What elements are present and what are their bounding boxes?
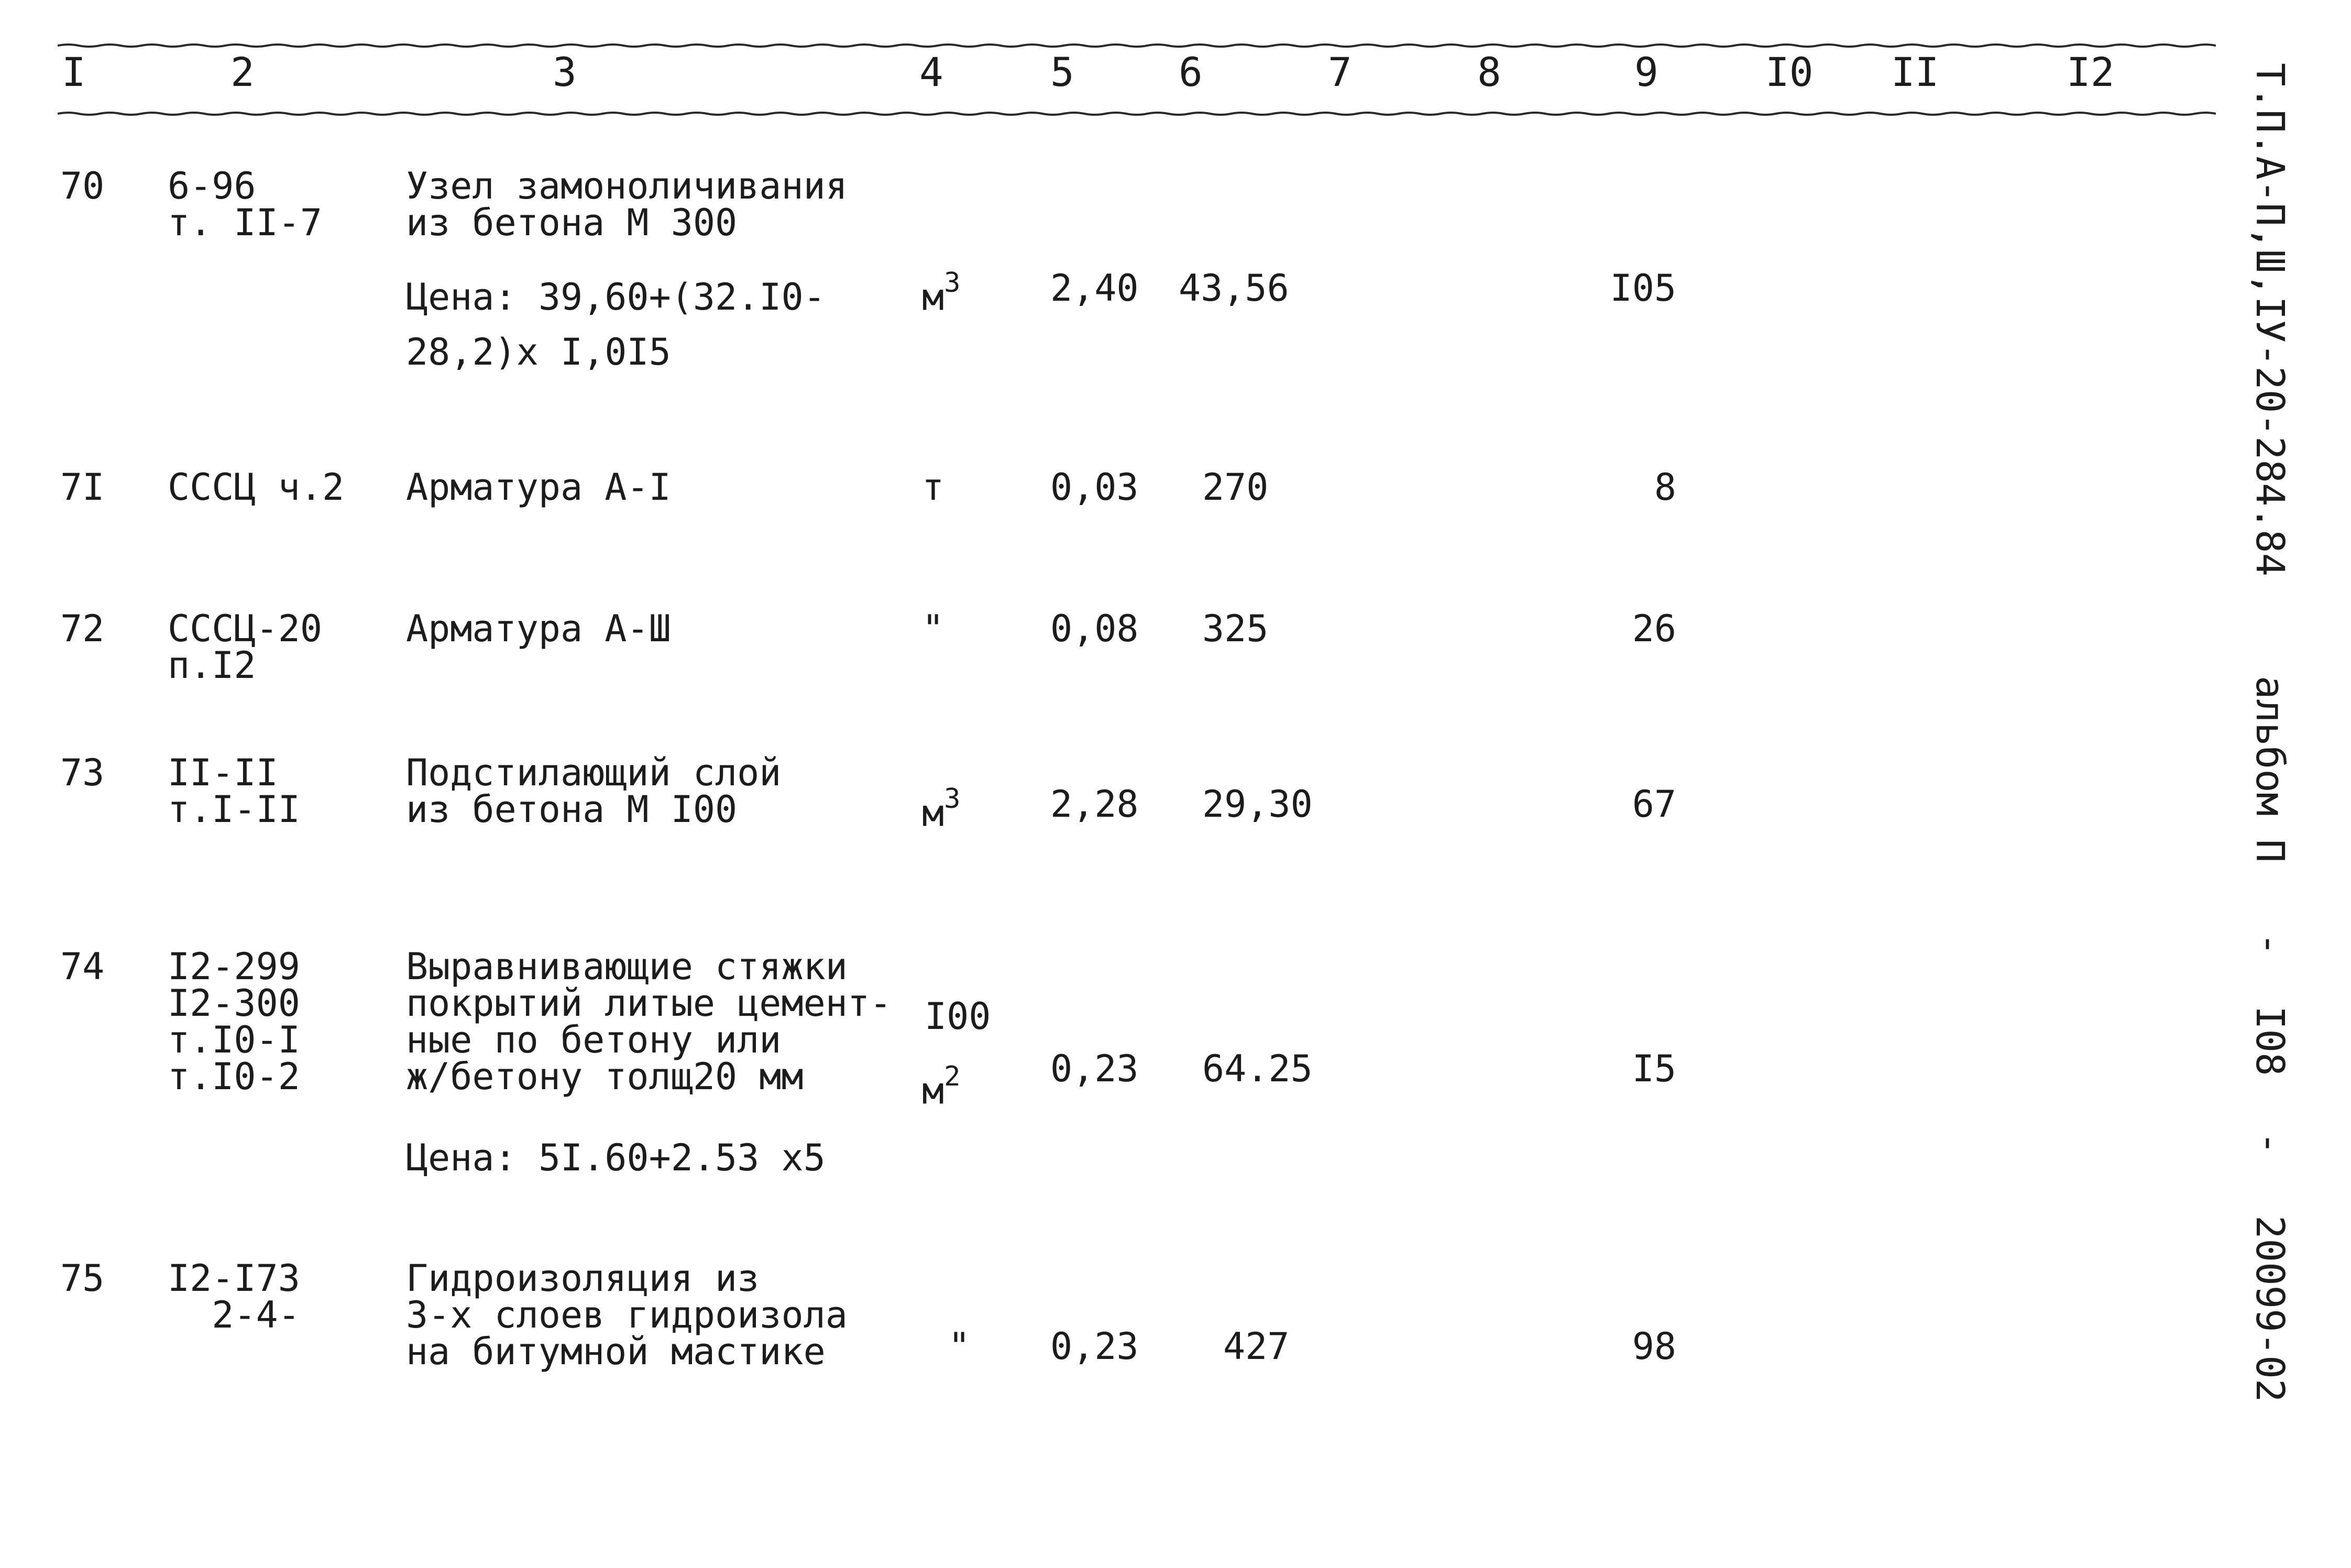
row-code: I2-299 I2-300 т.I0-I т.I0-2 (168, 945, 300, 1098)
row-code: СССЦ ч.2 (168, 466, 345, 509)
row-unit-price: 427 (1223, 1325, 1290, 1368)
row-unit: " (922, 607, 944, 650)
row-unit-price: 43,56 (1179, 267, 1289, 310)
unit-exponent: 3 (944, 783, 961, 815)
header-col-3: 3 (553, 49, 577, 95)
unit-base: м (922, 276, 944, 319)
row-unit (922, 267, 961, 319)
stamp-number: 20099-02 (2247, 1215, 2292, 1402)
row-unit: " (948, 1325, 971, 1368)
row-unit (922, 783, 961, 835)
unit-base: м (922, 792, 944, 835)
row-number: 74 (60, 945, 105, 988)
stamp-dash: - (2247, 933, 2292, 956)
row-number: 73 (60, 751, 105, 794)
row-price-formula: Цена: 39,60+(32.I0- 28,2)х I,0I5 (406, 276, 826, 374)
header-bottom-rule (58, 111, 2216, 116)
row-unit-price: 64.25 (1202, 1047, 1313, 1090)
row-name: Узел замоноличивания из бетона М 300 (406, 165, 848, 244)
side-stamp (2247, 63, 2326, 1425)
row-number: 70 (60, 165, 105, 207)
unit-base: м (922, 1069, 944, 1113)
row-code: I2-I73 2-4- (168, 1257, 300, 1336)
row-code: СССЦ-20 п.I2 (168, 607, 323, 687)
row-code: II-II т.I-II (168, 751, 300, 831)
row-total: I5 (1632, 1047, 1676, 1090)
row-number: 7I (60, 466, 105, 509)
row-number: 75 (60, 1257, 105, 1300)
row-unit: т (922, 466, 944, 509)
row-total: 67 (1632, 783, 1676, 826)
header-col-9: 9 (1634, 49, 1658, 95)
row-unit-price: 325 (1202, 607, 1269, 650)
row-unit-prefix: I00 (925, 995, 991, 1038)
header-col-12: I2 (2067, 49, 2115, 95)
row-unit (922, 1061, 961, 1113)
header-col-7: 7 (1328, 49, 1352, 95)
stamp-album: альбом П (2247, 676, 2292, 863)
header-col-4: 4 (919, 49, 943, 95)
header-col-5: 5 (1050, 49, 1074, 95)
row-price-formula: Цена: 5I.60+2.53 х5 (406, 1136, 826, 1179)
header-col-6: 6 (1179, 49, 1203, 95)
row-unit-price: 270 (1202, 466, 1269, 509)
row-name: Арматура А-Ш (406, 607, 671, 650)
row-total: 98 (1632, 1325, 1676, 1368)
header-col-11: II (1891, 49, 1939, 95)
row-quantity: 0,08 (1050, 607, 1139, 650)
row-name: Выравнивающие стяжки покрытий литые цемент- ные по бетону или ж/бетону толщ20 мм (406, 945, 892, 1098)
row-quantity: 2,28 (1050, 783, 1139, 826)
unit-exponent: 2 (944, 1061, 961, 1092)
row-quantity: 0,23 (1050, 1325, 1139, 1368)
row-unit-price: 29,30 (1202, 783, 1313, 826)
header-top-rule (58, 43, 2216, 48)
row-code: 6-96 т. II-7 (168, 165, 323, 244)
row-total: 26 (1632, 607, 1676, 650)
row-quantity: 0,03 (1050, 466, 1139, 509)
header-col-1: I (62, 49, 86, 95)
row-number: 72 (60, 607, 105, 650)
row-name: Подстилающий слой из бетона М I00 (406, 751, 782, 831)
row-quantity: 2,40 (1050, 267, 1139, 310)
row-name: Гидроизоляция из 3-х слоев гидроизола на битумной мастике (406, 1257, 848, 1373)
row-total: 8 (1654, 466, 1676, 509)
unit-exponent: 3 (944, 267, 961, 299)
header-col-10: I0 (1765, 49, 1814, 95)
stamp-sheet: I08 (2247, 1006, 2292, 1076)
row-quantity: 0,23 (1050, 1047, 1139, 1090)
stamp-dash: - (2247, 1132, 2292, 1155)
row-total: I05 (1610, 267, 1676, 310)
header-col-8: 8 (1477, 49, 1501, 95)
header-col-2: 2 (230, 49, 255, 95)
row-name: Арматура А-I (406, 466, 671, 509)
stamp-document-code: Т.П.А-П,Ш,IУ-20-284.84 (2247, 63, 2292, 577)
